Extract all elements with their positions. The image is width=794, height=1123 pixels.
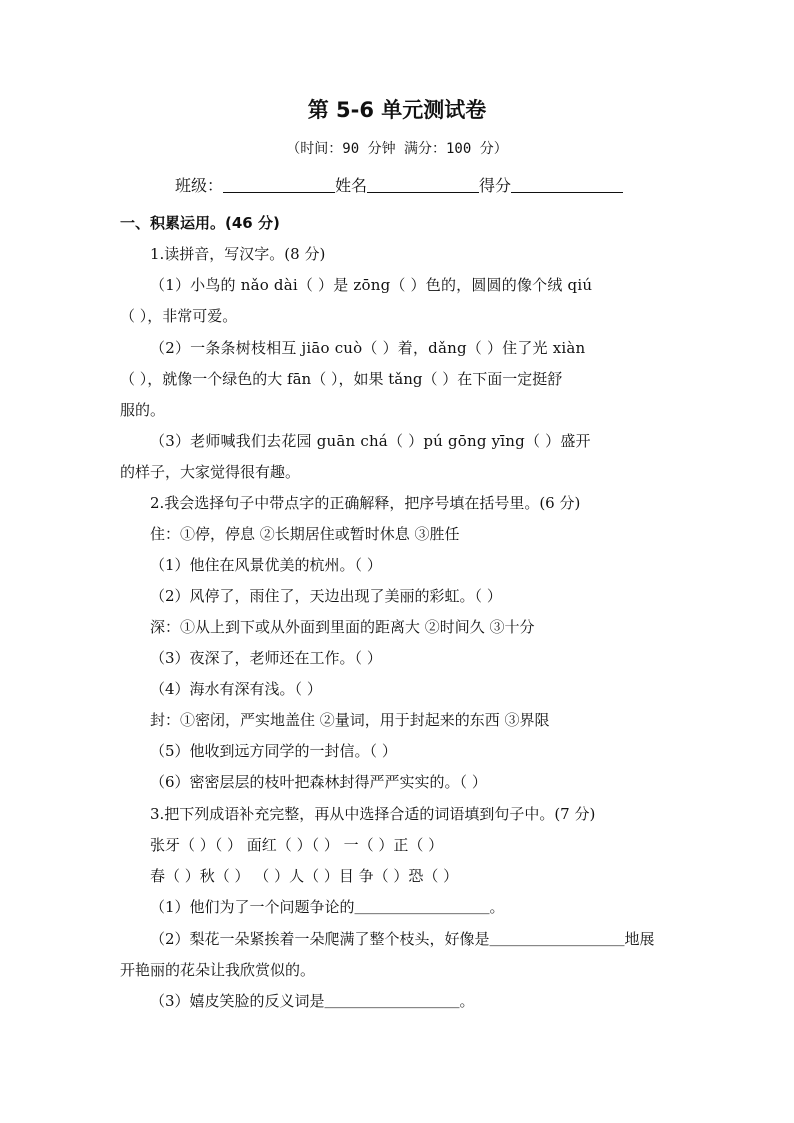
q2-title: 2.我会选择句子中带点字的正确解释，把序号填在括号里。(6 分) xyxy=(150,494,581,512)
q1-p2-line-b: （ ），就像一个绿色的大 fān（ ），如果 tǎng（ ）在下面一定挺舒 xyxy=(120,370,563,388)
q1-p3-line-a: （3）老师喊我们去花园 guān chá（ ）pú gōng yīng（ ）盛开 xyxy=(150,432,591,450)
score-blank[interactable] xyxy=(511,177,623,193)
q1-title: 1.读拼音，写汉字。(8 分) xyxy=(150,245,326,263)
q3-sentence-1: （1）他们为了一个问题争论的＿＿＿＿＿＿＿＿＿。 xyxy=(150,898,505,916)
page-title: 第 5-6 单元测试卷 xyxy=(307,98,487,122)
name-blank[interactable] xyxy=(367,177,479,193)
page-subtitle: （时间：90 分钟 满分：100 分） xyxy=(286,141,508,157)
q1-p1-line-a: （1）小鸟的 nǎo dài（ ）是 zōng（ ）色的，圆圆的像个绒 qiú xyxy=(150,276,593,294)
score-label: 得分 xyxy=(479,176,512,195)
class-label: 班级： xyxy=(175,176,224,195)
section-1-heading: 一、积累运用。(46 分) xyxy=(120,214,280,232)
q1-p3-line-b: 的样子，大家觉得很有趣。 xyxy=(120,463,301,481)
class-blank[interactable] xyxy=(223,177,335,193)
q3-title: 3.把下列成语补充完整，再从中选择合适的词语填到句子中。(7 分) xyxy=(150,805,596,823)
name-label: 姓名 xyxy=(335,176,368,195)
q2-sentence-5: （5）他收到远方同学的一封信。（ ） xyxy=(150,742,397,760)
q2-sentence-6: （6）密密层层的枝叶把森林封得严严实实的。（ ） xyxy=(150,773,487,791)
q3-idiom-row-1: 张牙（ ）（ ） 面红（ ）（ ） 一（ ）正（ ） xyxy=(150,836,444,854)
q2-sentence-4: （4）海水有深有浅。（ ） xyxy=(150,680,322,698)
q2-zhu-definitions: 住：①停，停息 ②长期居住或暂时休息 ③胜任 xyxy=(150,525,460,543)
q2-sentence-2: （2）风停了，雨住了，天边出现了美丽的彩虹。（ ） xyxy=(150,587,502,605)
q1-p2-line-c: 服的。 xyxy=(120,401,166,419)
q3-sentence-3: （3）嬉皮笑脸的反义词是＿＿＿＿＿＿＿＿＿。 xyxy=(150,992,475,1010)
q1-p1-line-b: （ ），非常可爱。 xyxy=(120,307,238,325)
q2-feng-definitions: 封：①密闭，严实地盖住 ②量词，用于封起来的东西 ③界限 xyxy=(150,711,550,729)
q2-sentence-3: （3）夜深了，老师还在工作。（ ） xyxy=(150,649,382,667)
student-info-line xyxy=(175,173,623,196)
q3-sentence-2-line-a: （2）梨花一朵紧挨着一朵爬满了整个枝头，好像是＿＿＿＿＿＿＿＿＿地展 xyxy=(150,930,655,948)
q3-sentence-2-line-b: 开艳丽的花朵让我欣赏似的。 xyxy=(120,961,316,979)
q3-idiom-row-2: 春（ ）秋（ ） （ ）人（ ）目 争（ ）恐（ ） xyxy=(150,867,459,885)
q1-p2-line-a: （2）一条条树枝相互 jiāo cuò（ ）着，dǎng（ ）住了光 xiàn xyxy=(150,339,586,357)
q2-shen-definitions: 深：①从上到下或从外面到里面的距离大 ②时间久 ③十分 xyxy=(150,618,535,636)
q2-sentence-1: （1）他住在风景优美的杭州。（ ） xyxy=(150,556,382,574)
